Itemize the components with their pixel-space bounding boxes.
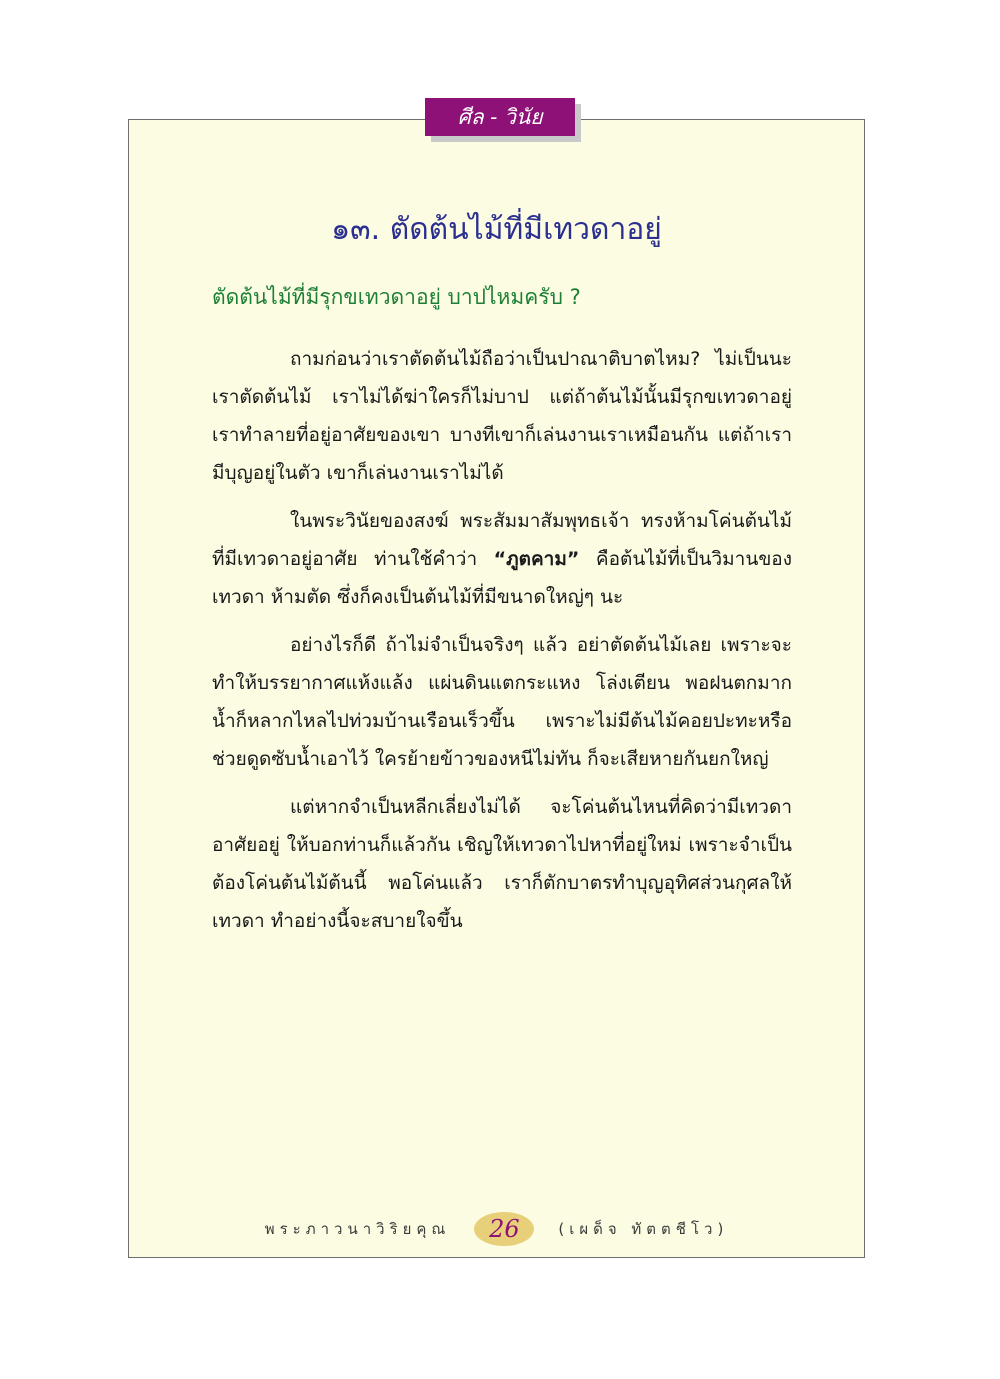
paragraph-2-start: ในพระวินัยของสงฆ์ พระสัมมาสัมพุทธเจ้า ทรงห้ามโค่นต้นไม้ที่มีเทวดาอยู่อาศัย ท่านใช้คำว่า	[212, 510, 792, 570]
paragraph-2	[212, 502, 792, 616]
article-title: ๑๓. ตัดต้นไม้ที่มีเทวดาอยู่	[331, 212, 662, 247]
paragraph-1: ถามก่อนว่าเราตัดต้นไม้ถือว่าเป็นปาณาติบาตไหม? ไม่เป็นนะ เราตัดต้นไม้ เราไม่ได้ฆ่าใครก็ไม่บาป แต่ถ้าต้นไม้นั้นมีรุกขเทวดาอยู่ เราทำลายที่อยู่อาศัยของเขา บางทีเขาก็เล่นงานเราเหมือนกัน แต่ถ้าเรามีบุญอยู่ในตัว เขาก็เล่นงานเราไม่ได้	[212, 348, 792, 484]
section-tab	[425, 98, 575, 136]
paragraph-2-term: “ภูตคาม”	[493, 548, 580, 570]
paragraph-4: แต่หากจำเป็นหลีกเลี่ยงไม่ได้ จะโค่นต้นไหนที่คิดว่ามีเทวดาอาศัยอยู่ ให้บอกท่านก็แล้วกัน เชิญให้เทวดาไปหาที่อยู่ใหม่ เพราะจำเป็นต้องโค่นต้นไม้ต้นนี้ พอโค่นแล้ว เราก็ตักบาตรทำบุญอุทิศส่วนกุศลให้เทวดา ทำอย่างนี้จะสบายใจขึ้น	[212, 796, 792, 932]
paragraph-2-end: คือต้นไม้ที่เป็นวิมานของเทวดา ห้ามตัด ซึ่งก็คงเป็นต้นไม้ที่มีขนาดใหญ่ๆ นะ	[212, 548, 792, 608]
page-footer	[128, 1212, 865, 1246]
paragraph-3: อย่างไรก็ดี ถ้าไม่จำเป็นจริงๆ แล้ว อย่าตัดต้นไม้เลย เพราะจะทำให้บรรยากาศแห้งแล้ง แผ่นดินแตกระแหง โล่งเตียน พอฝนตกมาก น้ำก็หลากไหลไปท่วมบ้านเรือนเร็วขึ้น เพราะไม่มีต้นไม้คอยปะทะหรือช่วยดูดซับน้ำเอาไว้ ใครย้ายข้าวของหนีไม่ทัน ก็จะเสียหายกันยกใหญ่	[212, 634, 792, 770]
article-body	[212, 340, 792, 950]
article-question: ตัดต้นไม้ที่มีรุกขเทวดาอยู่ บาปไหมครับ ?	[212, 285, 581, 309]
page-number: 26	[474, 1212, 534, 1246]
footer-book-title: พระภาวนาวิริยคุณ	[264, 1220, 451, 1238]
footer-author: (เผด็จ ทัตตชีโว)	[558, 1220, 729, 1238]
section-tab-label: ศีล - วินัย	[457, 104, 543, 129]
